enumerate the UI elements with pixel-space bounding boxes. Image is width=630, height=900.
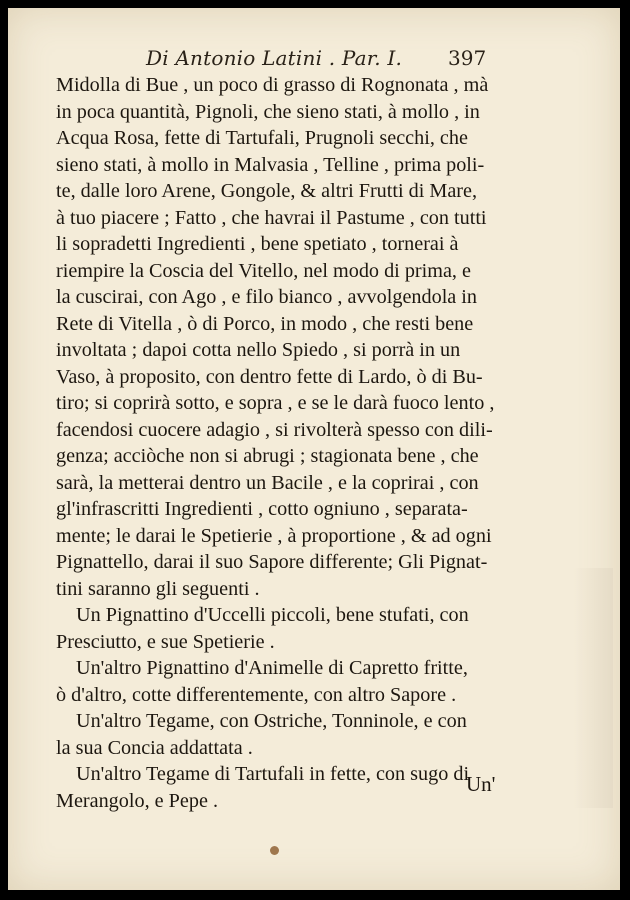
text-line: Un Pignattino d'Uccelli piccoli, bene stufati, con <box>76 604 469 626</box>
text-line: genza; acciòche non si abrugi ; stagionata bene , che <box>56 445 479 467</box>
text-line: involtata ; dapoi cotta nello Spiedo , si porrà in un <box>56 339 461 361</box>
text-line: facendosi cuocere adagio , si rivolterà spesso con dili- <box>56 418 493 441</box>
text-line: Midolla di Bue , un poco di grasso di Rognonata , mà <box>56 74 489 96</box>
text-line: in poca quantità, Pignoli, che sieno stati, à mollo , in <box>56 100 480 123</box>
ink-spot <box>270 846 279 855</box>
text-line: Pignattello, darai il suo Sapore differente; Gli Pignat- <box>56 551 488 573</box>
text-line: ò d'altro, cotte differentemente, con altro Sapore . <box>56 683 457 706</box>
text-line: Un'altro Pignattino d'Animelle di Capretto fritte, <box>76 657 468 679</box>
text-line: li sopradetti Ingredienti , bene spetiato , tornerai à <box>56 233 459 255</box>
text-line: Un'altro Tegame, con Ostriche, Tonninole, e con <box>76 710 467 732</box>
text-line: mente; le darai le Spetierie , à proportione , & ad ogni <box>56 524 492 547</box>
text-line: sarà, la metterai dentro un Bacile , e la coprirai , con <box>56 471 479 494</box>
text-line: Vaso, à proposito, con dentro fette di Lardo, ò di Bu- <box>56 365 483 388</box>
text-line: la sua Concia addattata . <box>56 736 253 759</box>
text-line: à tuo piacere ; Fatto , che havrai il Pastume , con tutti <box>56 206 487 229</box>
text-line: Acqua Rosa, fette di Tartufali, Prugnoli secchi, che <box>56 127 468 149</box>
text-line: Un'altro Tegame di Tartufali in fette, con sugo di <box>76 763 470 785</box>
page-number: 397 <box>448 46 487 70</box>
catchword: Un' <box>466 772 496 796</box>
text-line: sieno stati, à mollo in Malvasia , Telline , prima poli- <box>56 153 485 176</box>
show-through-shade <box>573 568 613 808</box>
text-line: te, dalle loro Arene, Gongole, & altri Frutti di Mare, <box>56 180 478 202</box>
text-body <box>56 72 538 814</box>
text-line: Rete di Vitella , ò di Porco, in modo , che resti bene <box>56 312 474 335</box>
text-line: riempire la Coscia del Vitello, nel modo di prima, e <box>56 259 471 282</box>
text-line: la cuscirai, con Ago , e filo bianco , avvolgendola in <box>56 286 478 308</box>
text-line: Presciutto, e sue Spetierie . <box>56 630 275 653</box>
text-line: Merangolo, e Pepe . <box>56 789 219 812</box>
text-line: tini saranno gli seguenti . <box>56 577 260 600</box>
text-line: gl'infrascritti Ingredienti , cotto ogniuno , separata- <box>56 498 468 520</box>
text-line: tiro; si coprirà sotto, e sopra , e se le darà fuoco lento , <box>56 392 495 414</box>
running-title: Di Antonio Latini . Par. I. <box>146 46 403 70</box>
book-page <box>8 8 620 890</box>
